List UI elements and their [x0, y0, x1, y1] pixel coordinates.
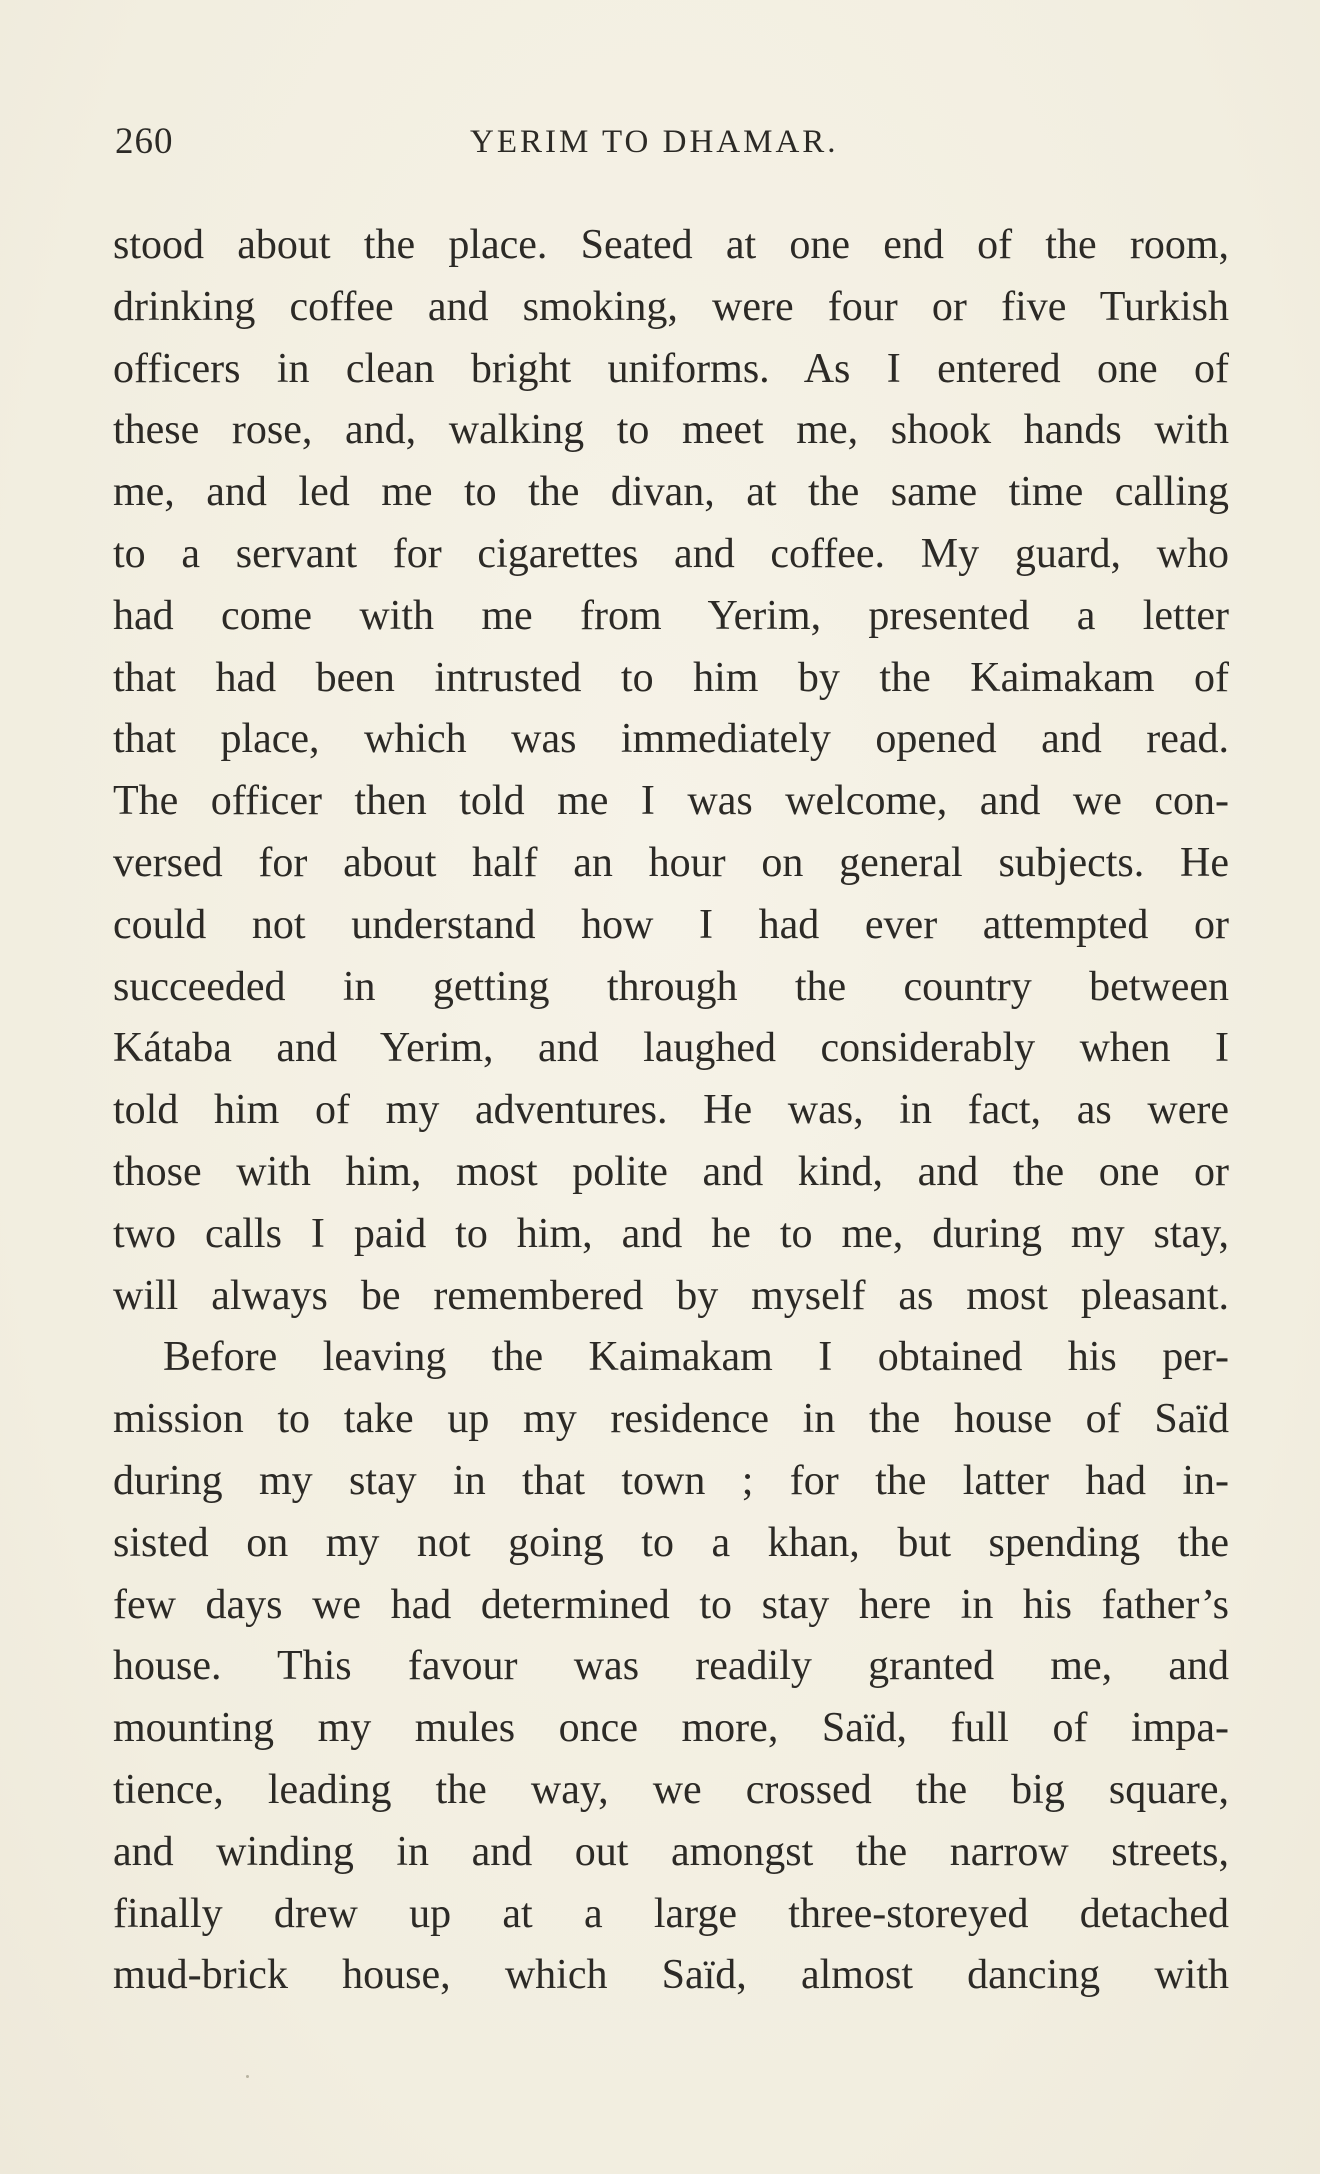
- page-number: 260: [115, 121, 174, 162]
- text-line: me, and led me to the divan, at the same time calling: [113, 469, 1229, 516]
- paragraph: [113, 215, 1229, 1327]
- text-line: finally drew up at a large three-storeyed detached: [113, 1890, 1229, 1937]
- text-line: drinking coffee and smoking, were four or five Turkish: [113, 283, 1229, 330]
- text-line: two calls I paid to him, and he to me, during my stay,: [113, 1210, 1229, 1257]
- text-line: Kátaba and Yerim, and laughed considerably when I: [113, 1025, 1229, 1072]
- paper-speck: [246, 2075, 249, 2078]
- running-head: [115, 120, 1225, 180]
- text-line: told him of my adventures. He was, in fact, as were: [113, 1087, 1229, 1134]
- text-line: will always be remembered by myself as most pleasant.: [113, 1272, 1229, 1319]
- text-line: house. This favour was readily granted me, and: [113, 1643, 1229, 1690]
- paragraph: [113, 1327, 1229, 2007]
- text-line: few days we had determined to stay here in his father’s: [113, 1581, 1229, 1628]
- text-line: mud-brick house, which Saïd, almost dancing with: [113, 1952, 1229, 1999]
- text-line: tience, leading the way, we crossed the big square,: [113, 1766, 1229, 1813]
- text-line: The officer then told me I was welcome, and we con-: [113, 778, 1229, 825]
- text-line: succeeded in getting through the country between: [113, 963, 1229, 1010]
- text-line: during my stay in that town ; for the latter had in-: [113, 1457, 1229, 1504]
- text-line: versed for about half an hour on general subjects. He: [113, 839, 1229, 886]
- text-line: to a servant for cigarettes and coffee. My guard, who: [113, 530, 1229, 577]
- text-line: that had been intrusted to him by the Kaimakam of: [113, 654, 1229, 701]
- text-line: mission to take up my residence in the house of Saïd: [113, 1396, 1229, 1443]
- text-line: these rose, and, walking to meet me, shook hands with: [113, 407, 1229, 454]
- running-title: YERIM TO DHAMAR.: [470, 124, 839, 160]
- body-text: [113, 215, 1229, 2007]
- text-line: those with him, most polite and kind, and the one or: [113, 1148, 1229, 1195]
- text-line: mounting my mules once more, Saïd, full of impa-: [113, 1705, 1229, 1752]
- text-line: that place, which was immediately opened and read.: [113, 716, 1229, 763]
- text-line: sisted on my not going to a khan, but spending the: [113, 1519, 1229, 1566]
- text-line: could not understand how I had ever attempted or: [113, 901, 1229, 948]
- text-line: Before leaving the Kaimakam I obtained his per-: [163, 1334, 1229, 1381]
- text-line: and winding in and out amongst the narrow streets,: [113, 1828, 1229, 1875]
- text-line: stood about the place. Seated at one end of the room,: [113, 222, 1229, 268]
- text-line: had come with me from Yerim, presented a letter: [113, 592, 1229, 639]
- text-line: officers in clean bright uniforms. As I entered one of: [113, 345, 1229, 392]
